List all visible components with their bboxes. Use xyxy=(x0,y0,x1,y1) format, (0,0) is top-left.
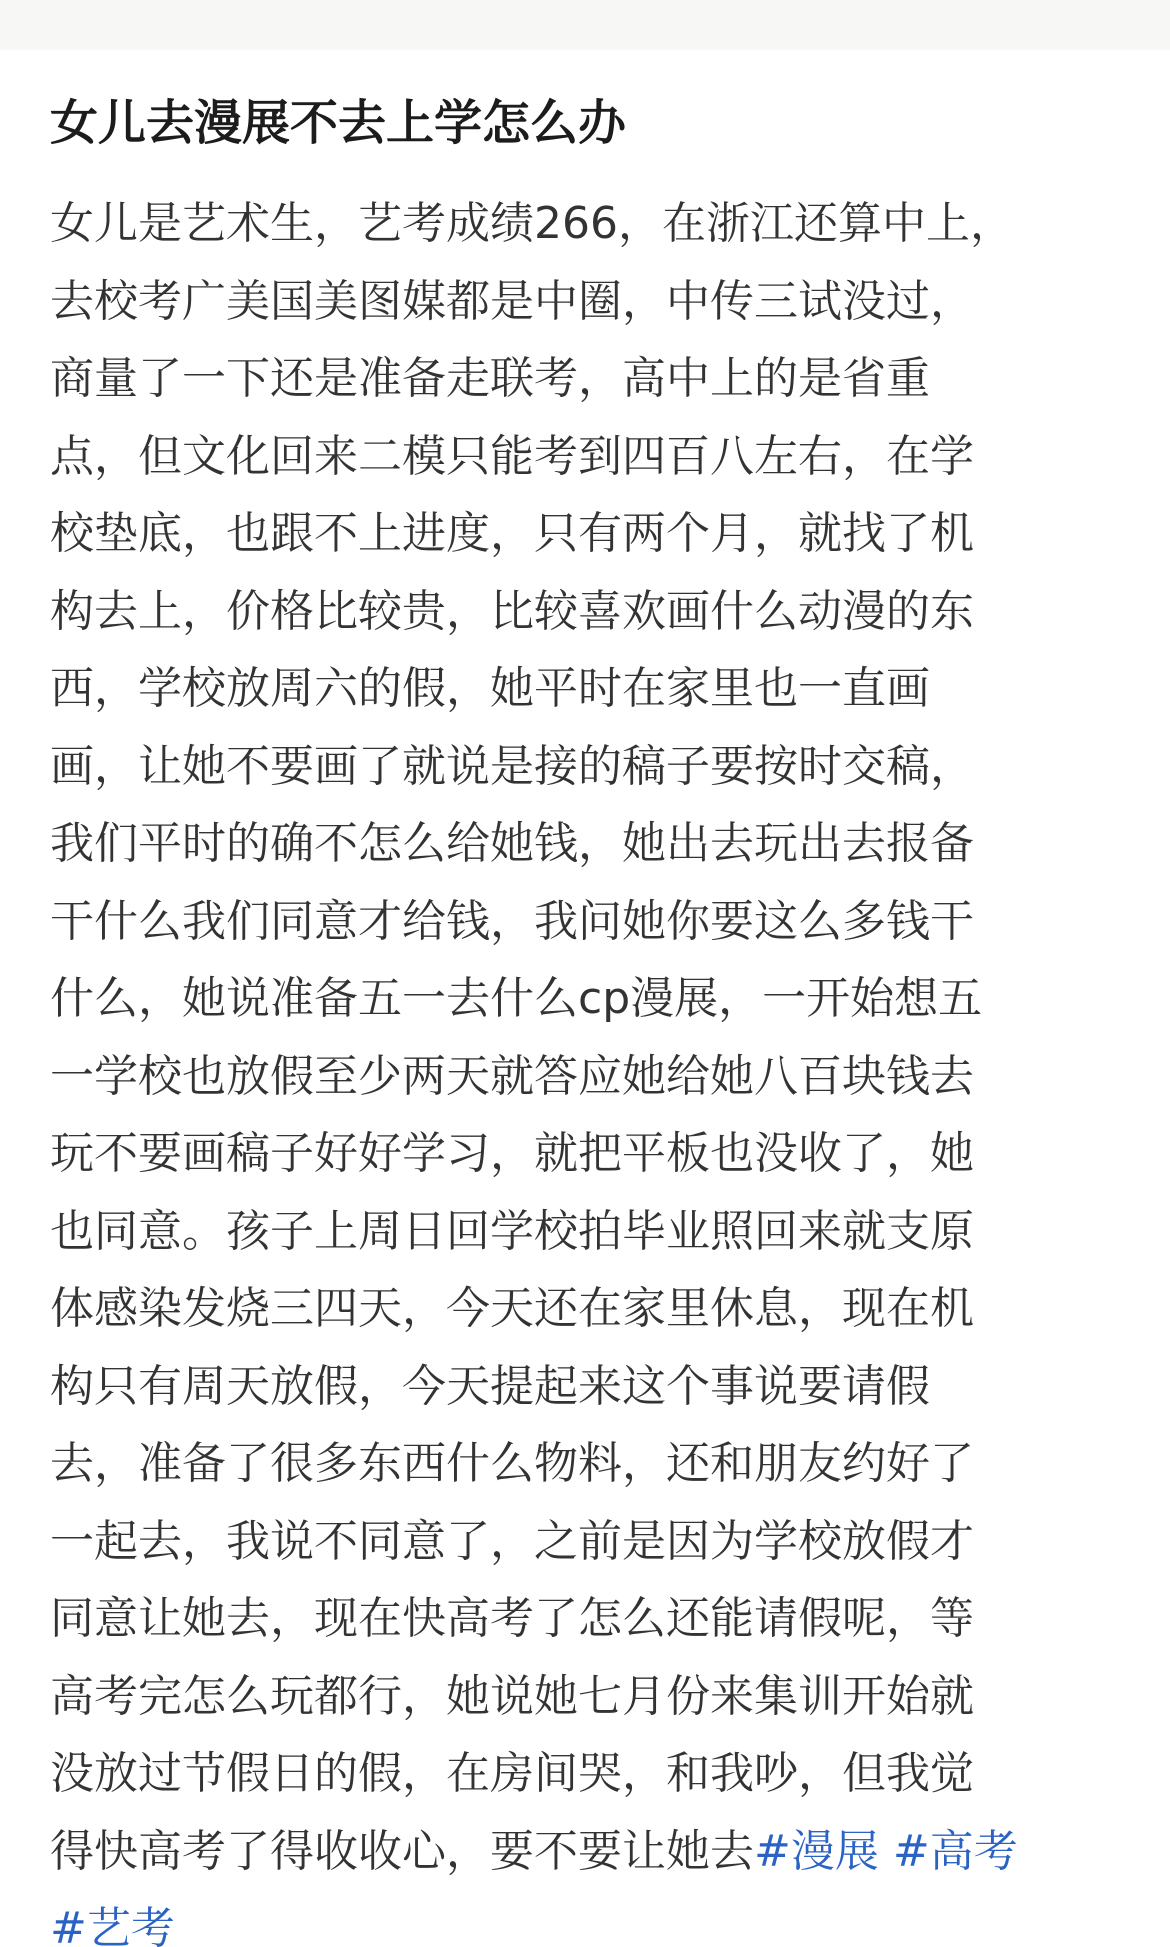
post-line: 体感染发烧三四天，今天还在家里休息，现在机 xyxy=(50,1283,974,1334)
hashtag-manzhan[interactable]: #漫展 xyxy=(754,1825,879,1877)
post-line: 也同意。孩子上周日回学校拍毕业照回来就支原 xyxy=(50,1205,974,1257)
post-line: 西，学校放周六的假，她平时在家里也一直画 xyxy=(50,663,930,714)
hashtag-gaokao[interactable]: #高考 xyxy=(892,1825,1018,1877)
post-line: 一起去，我说不同意了，之前是因为学校放假才 xyxy=(50,1515,974,1567)
post-card xyxy=(0,50,1170,1947)
post-title: 女儿去漫展不去上学怎么办 xyxy=(50,95,627,151)
post-line: 画，让她不要画了就说是接的稿子要按时交稿， xyxy=(50,740,974,792)
post-line: 没放过节假日的假，在房间哭，和我吵，但我觉 xyxy=(50,1748,974,1799)
post-line: 我们平时的确不怎么给她钱，她出去玩出去报备 xyxy=(50,818,974,869)
post-line: 一学校也放假至少两天就答应她给她八百块钱去 xyxy=(50,1050,974,1102)
post-line: 去，准备了很多东西什么物料，还和朋友约好了 xyxy=(50,1438,974,1489)
post-line: 商量了一下还是准备走联考，高中上的是省重 xyxy=(50,353,930,404)
post-line: 同意让她去，现在快高考了怎么还能请假呢，等 xyxy=(50,1593,974,1644)
post-body xyxy=(50,185,1120,1947)
post-line: 高考完怎么玩都行，她说她七月份来集训开始就 xyxy=(50,1670,974,1722)
post-line: 什么，她说准备五一去什么cp漫展，一开始想五 xyxy=(50,973,983,1024)
hashtag-yikao[interactable]: #艺考 xyxy=(50,1903,175,1947)
post-line-tags xyxy=(50,1890,1120,1947)
post-line: 点，但文化回来二模只能考到四百八左右，在学 xyxy=(50,430,974,482)
post-line: 构只有周天放假，今天提起来这个事说要请假 xyxy=(50,1360,930,1412)
post-line: 校垫底，也跟不上进度，只有两个月，就找了机 xyxy=(50,508,974,559)
post-line: 玩不要画稿子好好学习，就把平板也没收了，她 xyxy=(50,1128,974,1179)
post-line-last xyxy=(50,1813,1120,1891)
post-line: 干什么我们同意才给钱，我问她你要这么多钱干 xyxy=(50,895,974,947)
post-line-text: 得快高考了得收收心，要不要让她去 xyxy=(50,1825,754,1877)
post-line: 去校考广美国美图媒都是中圈，中传三试没过， xyxy=(50,275,974,327)
top-strip xyxy=(0,0,1170,50)
post-line: 女儿是艺术生，艺考成绩266，在浙江还算中上， xyxy=(50,198,1014,249)
post-line: 构去上，价格比较贵，比较喜欢画什么动漫的东 xyxy=(50,585,974,637)
